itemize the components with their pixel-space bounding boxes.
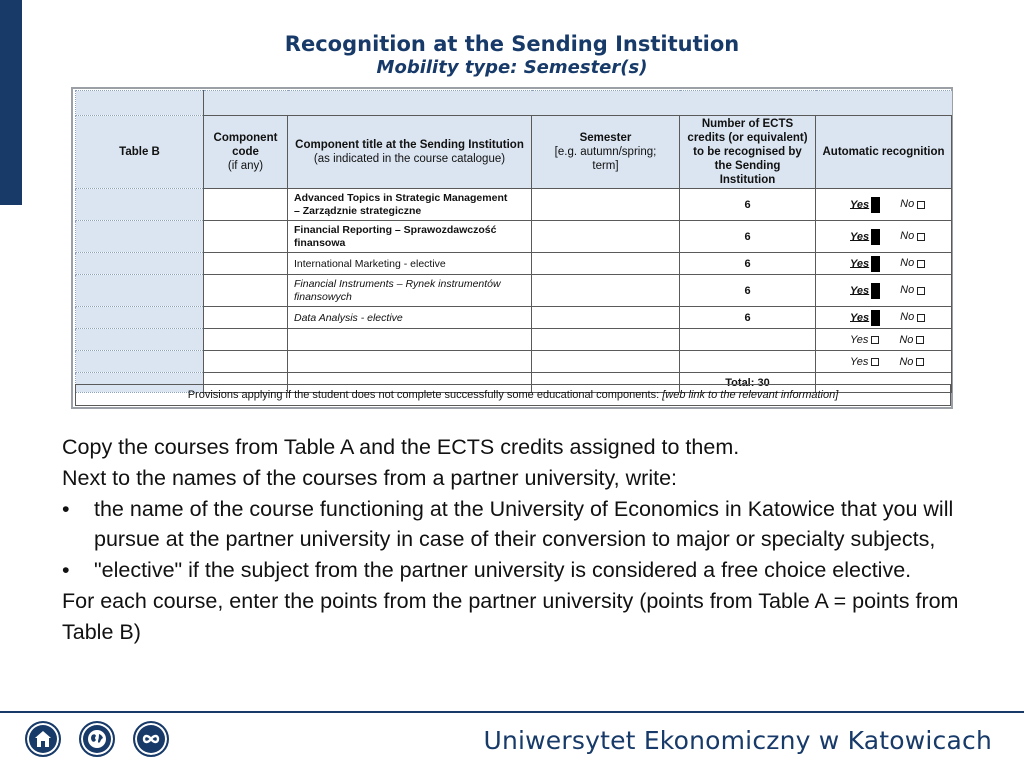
header-semester: Semester [e.g. autumn/spring; term]: [532, 116, 680, 189]
table-header-row: [76, 116, 952, 189]
table-row: [76, 329, 952, 351]
header-ects: Number of ECTS credits (or equivalent) to be recognised by the Sending Institution: [680, 116, 816, 189]
auto-recognition-cell[interactable]: Yes No: [816, 351, 952, 373]
infinity-icon[interactable]: [133, 721, 169, 757]
auto-recognition-cell[interactable]: Yes No: [816, 307, 952, 329]
table-row: Financial Reporting – Sprawozdawczość finansowa 6 Yes No: [76, 221, 952, 253]
instruction-line: Next to the names of the courses from a partner university, write:: [62, 465, 677, 490]
header-table-b: Table B: [76, 116, 204, 189]
no-checkbox[interactable]: [916, 358, 924, 366]
provisions-note: Provisions applying if the student does not complete successfully some educational components: [web link to the relevant information]: [75, 384, 951, 406]
yes-checkbox[interactable]: [871, 358, 879, 366]
table-row: Financial Instruments – Rynek instrumentów finansowych 6 Yes No: [76, 275, 952, 307]
header-component-code: Component code (if any): [204, 116, 288, 189]
no-checkbox[interactable]: [917, 233, 925, 241]
provisions-link[interactable]: [web link to the relevant information]: [662, 389, 839, 401]
header-component-title: Component title at the Sending Institution (as indicated in the course catalogue): [288, 116, 532, 189]
total-ects: Total: 30: [680, 373, 816, 393]
auto-recognition-cell[interactable]: Yes No: [816, 221, 952, 253]
instruction-line: Copy the courses from Table A and the ECTS credits assigned to them.: [62, 435, 740, 459]
table-row: International Marketing - elective 6 Yes No: [76, 253, 952, 275]
instruction-bullet: • "elective" if the subject from the partner university is considered a free choice elective.: [62, 558, 912, 583]
header-automatic-recognition: Automatic recognition: [816, 116, 952, 189]
yes-checkbox-marked[interactable]: [871, 197, 880, 213]
yes-checkbox-marked[interactable]: [871, 256, 880, 272]
no-checkbox[interactable]: [917, 314, 925, 322]
no-checkbox[interactable]: [916, 336, 924, 344]
globe-icon[interactable]: [79, 721, 115, 757]
footer-divider: [0, 711, 1024, 713]
table-top-strip: [76, 91, 952, 116]
yes-checkbox-marked[interactable]: [871, 283, 880, 299]
table-row: Advanced Topics in Strategic Management – Zarządznie strategiczne 6 Yes No: [76, 189, 952, 221]
auto-recognition-cell[interactable]: Yes No: [816, 253, 952, 275]
page-title: Recognition at the Sending Institution: [284, 32, 740, 56]
no-checkbox[interactable]: [917, 201, 925, 209]
recognition-table-frame: [71, 87, 953, 409]
university-name: Uniwersytet Ekonomiczny w Katowicach: [483, 726, 992, 755]
auto-recognition-cell[interactable]: Yes No: [816, 189, 952, 221]
instruction-line: For each course, enter the points from the partner university (points from Table A = points from Table B): [62, 588, 959, 644]
side-accent-bar: [0, 0, 22, 205]
auto-recognition-cell[interactable]: Yes No: [816, 275, 952, 307]
yes-checkbox-marked[interactable]: [871, 310, 880, 326]
home-icon[interactable]: [25, 721, 61, 757]
instruction-bullet: • the name of the course functioning at the University of Economics in Katowice that you will pursue at the partner university in case of their conversion to major or specialty subjects,: [62, 496, 954, 552]
yes-checkbox-marked[interactable]: [871, 229, 880, 245]
table-row: Data Analysis - elective 6 Yes No: [76, 307, 952, 329]
instructions-text: [62, 432, 972, 648]
no-checkbox[interactable]: [917, 260, 925, 268]
no-checkbox[interactable]: [917, 287, 925, 295]
yes-checkbox[interactable]: [871, 336, 879, 344]
auto-recognition-cell[interactable]: Yes No: [816, 329, 952, 351]
page-subtitle: Mobility type: Semester(s): [376, 57, 648, 78]
table-row: [76, 351, 952, 373]
recognition-table: [75, 90, 952, 393]
